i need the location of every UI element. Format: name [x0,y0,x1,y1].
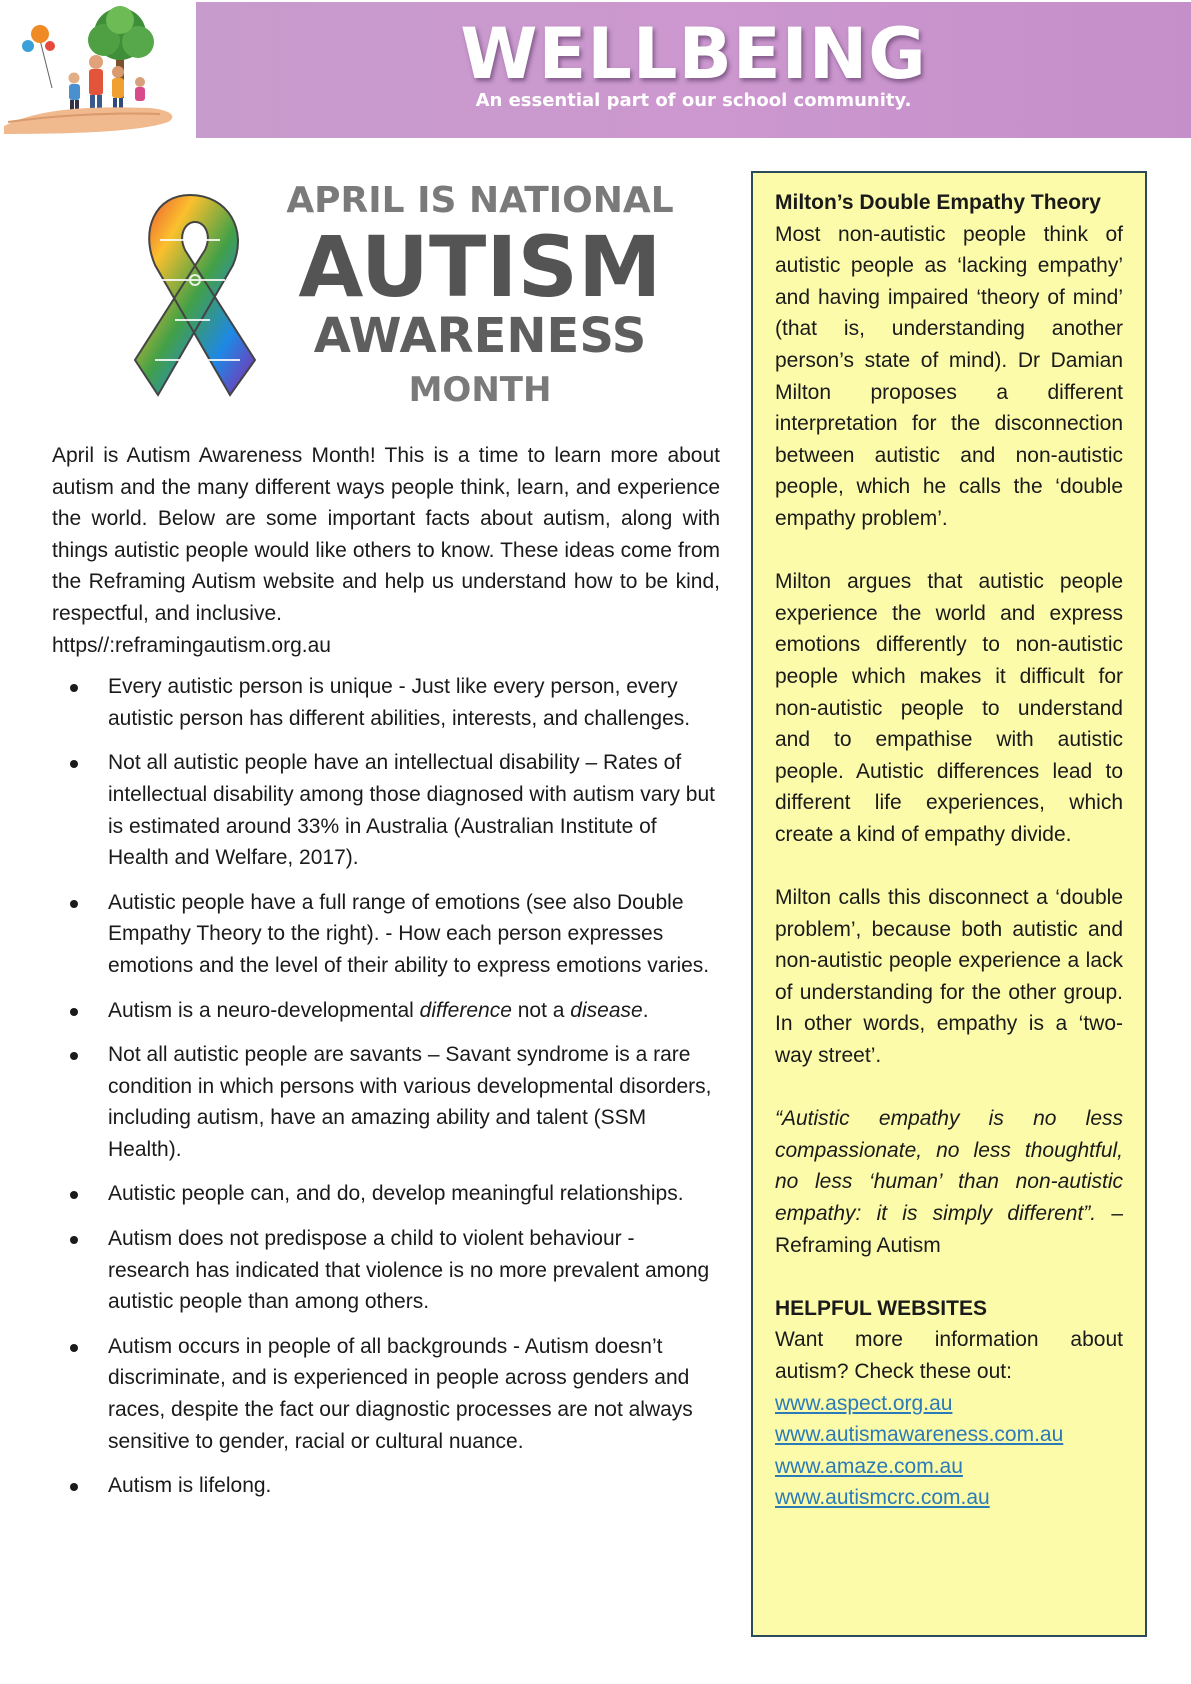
family-illustration-icon [0,0,196,140]
bullet-icon [70,684,78,692]
websites-heading: HELPFUL WEBSITES [775,1296,987,1320]
link-aspect[interactable]: www.aspect.org.au [775,1391,953,1415]
list-item [52,747,720,873]
link-autismawareness[interactable]: www.autismawareness.com.au [775,1423,1064,1447]
fact-text: Autistic people have a full range of emotions (see also Double Empathy Theory to the right). - How each person expresses emotions and the level of their ability to express emotions varies. [108,890,710,977]
page-title: WELLBEING [460,13,927,95]
page-header [0,0,1191,140]
bullet-icon [70,1344,78,1352]
list-item [52,887,720,982]
bullet-icon [70,1483,78,1491]
banner-line-2: AUTISM [298,218,662,316]
sidebar-quote-block [775,1103,1123,1261]
list-item [52,1223,720,1318]
quote-source: – Reframing Autism [775,1202,1124,1257]
intro-paragraph [52,440,720,661]
sidebar-paragraph-3: Milton calls this disconnect a ‘double problem’, because both autistic and non-autistic people experience a lack of understanding for the other group. In other words, empathy is a ‘two-way street’. [775,886,1123,1068]
list-item [52,1178,720,1210]
fact-text: Not all autistic people are savants – Savant syndrome is a rare condition in which persons with various developmental disorders, including autism, have an amazing ability and talent (SSM Health). [108,1043,712,1161]
fact-text: Not all autistic people have an intellectual disability – Rates of intellectual disability among those diagnosed with autism vary but is estimated around 33% in Australia (Australian Institute of Health and Welfare, 2017). [108,751,716,870]
page-subtitle: An essential part of our school community. [475,90,912,111]
fact-text: Autistic people can, and do, develop meaningful relationships. [108,1182,684,1206]
puzzle-ribbon-icon [100,150,280,420]
list-item [52,671,720,734]
bullet-icon [70,1236,78,1244]
link-amaze[interactable]: www.amaze.com.au [775,1454,963,1478]
sidebar-paragraph-2: Milton argues that autistic people experience the world and express emotions differently to non-autistic people which makes it difficult for non-autistic people to understand and to empathise with autistic people. Autistic differences lead to different life experiences, which create a kind of empathy divide. [775,570,1123,846]
main-column [52,440,720,1515]
fact-emphasis-1: difference [419,998,512,1022]
fact-text: Autism is lifelong. [108,1474,272,1498]
banner-line-4: MONTH [408,370,552,410]
bullet-icon [70,1191,78,1199]
autism-awareness-banner [100,150,680,420]
list-item [52,1039,720,1165]
fact-text: Autism occurs in people of all backgrounds - Autism doesn’t discriminate, and is experienced in people across genders and races, despite the fact our diagnostic processes are not always sensitive to gender, racial or cultural nuance. [108,1334,693,1453]
double-empathy-sidebar [751,171,1147,1637]
fact-text-mid: not a [511,998,571,1022]
family-hand-illustration [0,0,196,140]
websites-list [775,1388,1123,1514]
banner-line-1: APRIL IS NATIONAL [286,180,674,221]
facts-list [52,671,720,1502]
intro-url: https//:reframingautism.org.au [52,633,331,657]
fact-text-post: . [642,998,649,1022]
fact-text: Every autistic person is unique - Just like every person, every autistic person has different abilities, interests, and challenges. [108,675,691,730]
fact-text-pre: Autism is a neuro-developmental [108,998,420,1022]
websites-intro: Want more information about autism? Check these out: [775,1328,1123,1383]
list-item [52,1331,720,1457]
link-autismcrc[interactable]: www.autismcrc.com.au [775,1486,990,1510]
bullet-icon [70,760,78,768]
intro-text: April is Autism Awareness Month! This is a time to learn more about autism and the many different ways people think, learn, and experience the world. Below are some important facts about autism, along with things autistic people would like others to know. These ideas come from the Reframing Autism website and help us understand how to be kind, respectful, and inclusive. [52,444,720,625]
sidebar-paragraph-1: Most non-autistic people think of autistic people as ‘lacking empathy’ and having impaired ‘theory of mind’ (that is, understanding another person’s state of mind). Dr Damian Milton proposes a different interpretation for the disconnection between autistic and non-autistic people, which he calls the ‘double empathy problem’. [775,222,1123,530]
sidebar-heading: Milton’s Double Empathy Theory [775,191,1101,214]
fact-emphasis-2: disease [570,998,643,1022]
bullet-icon [70,1052,78,1060]
list-item [52,1470,720,1502]
list-item [52,995,720,1027]
banner-line-3: AWARENESS [313,308,647,364]
bullet-icon [70,900,78,908]
sidebar-quote: “Autistic empathy is no less compassionate, no less thoughtful, no less ‘human’ than non-autistic empathy: it is simply different”. [775,1107,1123,1225]
bullet-icon [70,1008,78,1016]
fact-text: Autism does not predispose a child to violent behaviour - research has indicated that violence is no more prevalent among autistic people than among others. [108,1227,710,1314]
